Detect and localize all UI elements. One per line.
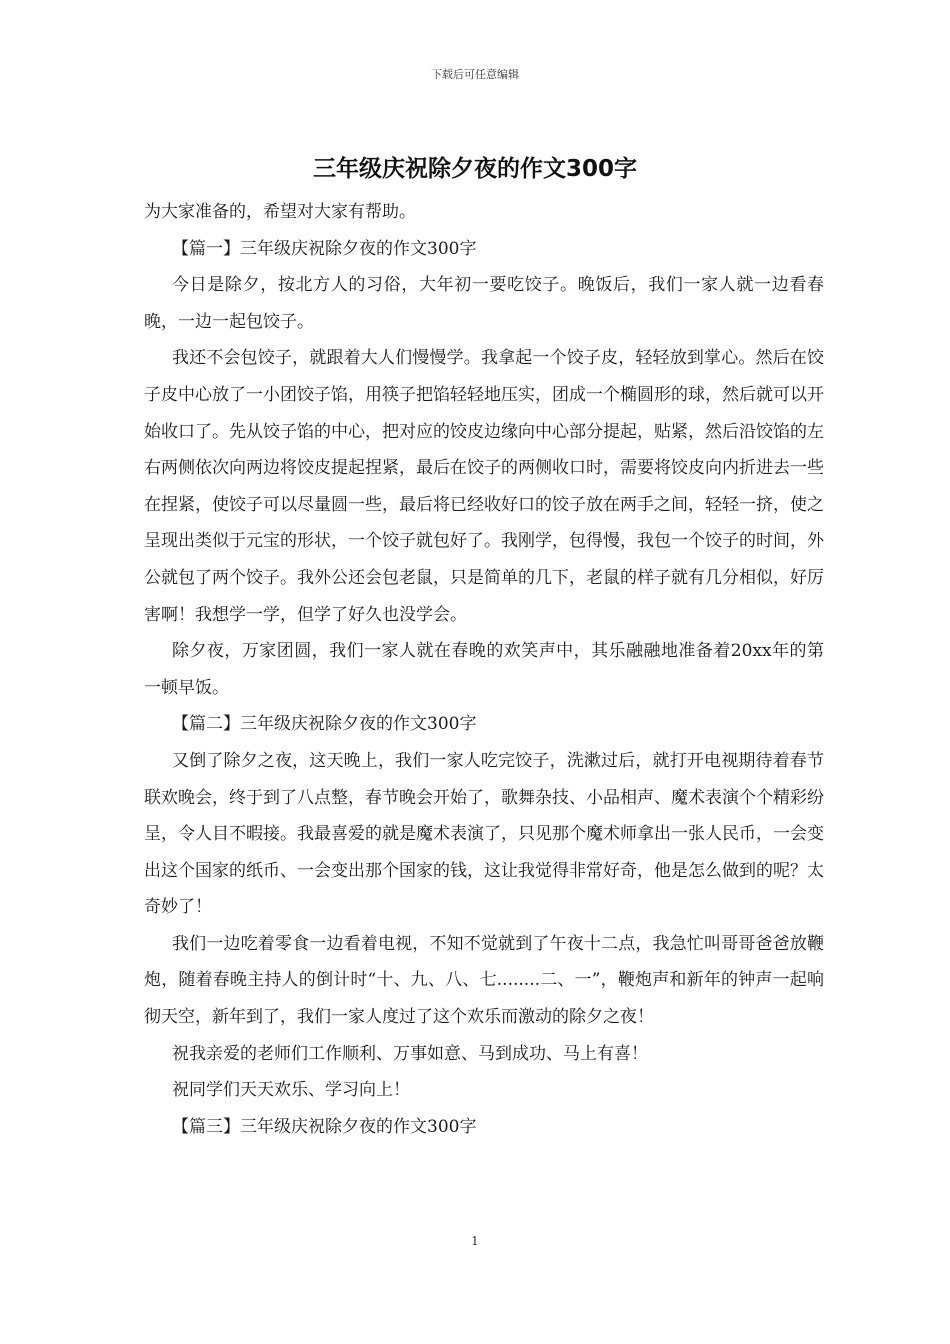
- section-2-paragraph-3: 祝我亲爱的老师们工作顺利、万事如意、马到成功、马上有喜！: [172, 1043, 648, 1064]
- page-header-note: 下载后可任意编辑: [431, 68, 519, 81]
- section-1-paragraph-1: 今日是除夕，按北方人的习俗，大年初一要吃饺子。晚饭后，我们一家人就一边看春晚，一边一起包饺子。: [144, 275, 824, 332]
- section-2-paragraph-1: 又倒了除夕之夜，这天晚上，我们一家人吃完饺子，洗漱过后，就打开电视期待着春节联欢晚会，终于到了八点整，春节晚会开始了，歌舞杂技、小品相声、魔术表演个个精彩纷呈，令人目不暇接。我最喜爱的就是魔术表演了，只见那个魔术师拿出一张人民币，一会变出这个国家的纸币、一会变出那个国家的钱，这让我觉得非常好奇，他是怎么做到的呢？太奇妙了！: [144, 750, 824, 918]
- section-1-paragraph-3: 除夕夜，万家团圆，我们一家人就在春晚的欢笑声中，其乐融融地准备着20xx年的第一顿早饭。: [144, 641, 824, 698]
- section-heading-1: 【篇一】三年级庆祝除夕夜的作文300字: [172, 238, 477, 259]
- section-2-paragraph-4: 祝同学们天天欢乐、学习向上！: [172, 1080, 410, 1101]
- section-2-paragraph-2: 我们一边吃着零食一边看着电视，不知不觉就到了午夜十二点，我急忙叫哥哥爸爸放鞭炮，随着春晚主持人的倒计时“十、九、八、七........二、一”，鞭炮声和新年的钟声一起响彻天空，新年到了，我们一家人度过了这个欢乐而激动的除夕之夜！: [144, 933, 824, 1028]
- intro-paragraph: 为大家准备的，希望对大家有帮助。: [144, 202, 416, 222]
- section-heading-2: 【篇二】三年级庆祝除夕夜的作文300字: [172, 714, 477, 735]
- document-body: [144, 194, 824, 1145]
- section-heading-3: 【篇三】三年级庆祝除夕夜的作文300字: [172, 1116, 477, 1137]
- page-number: 1: [471, 1234, 479, 1248]
- document-title: 三年级庆祝除夕夜的作文300字: [312, 156, 637, 182]
- section-1-paragraph-2: 我还不会包饺子，就跟着大人们慢慢学。我拿起一个饺子皮，轻轻放到掌心。然后在饺子皮中心放了一小团饺子馅，用筷子把馅轻轻地压实，团成一个椭圆形的球，然后就可以开始收口了。先从饺子馅的中心，把对应的饺皮边缘向中心部分提起，贴紧，然后沿饺馅的左右两侧依次向两边将饺皮提起捏紧，最后在饺子的两侧收口时，需要将饺皮向内折进去一些在捏紧，使饺子可以尽量圆一些，最后将已经收好口的饺子放在两手之间，轻轻一挤，使之呈现出类似于元宝的形状，一个饺子就包好了。我刚学，包得慢，我包一个饺子的时间，外公就包了两个饺子。我外公还会包老鼠，只是简单的几下，老鼠的样子就有几分相似，好厉害啊！我想学一学，但学了好久也没学会。: [144, 348, 824, 625]
